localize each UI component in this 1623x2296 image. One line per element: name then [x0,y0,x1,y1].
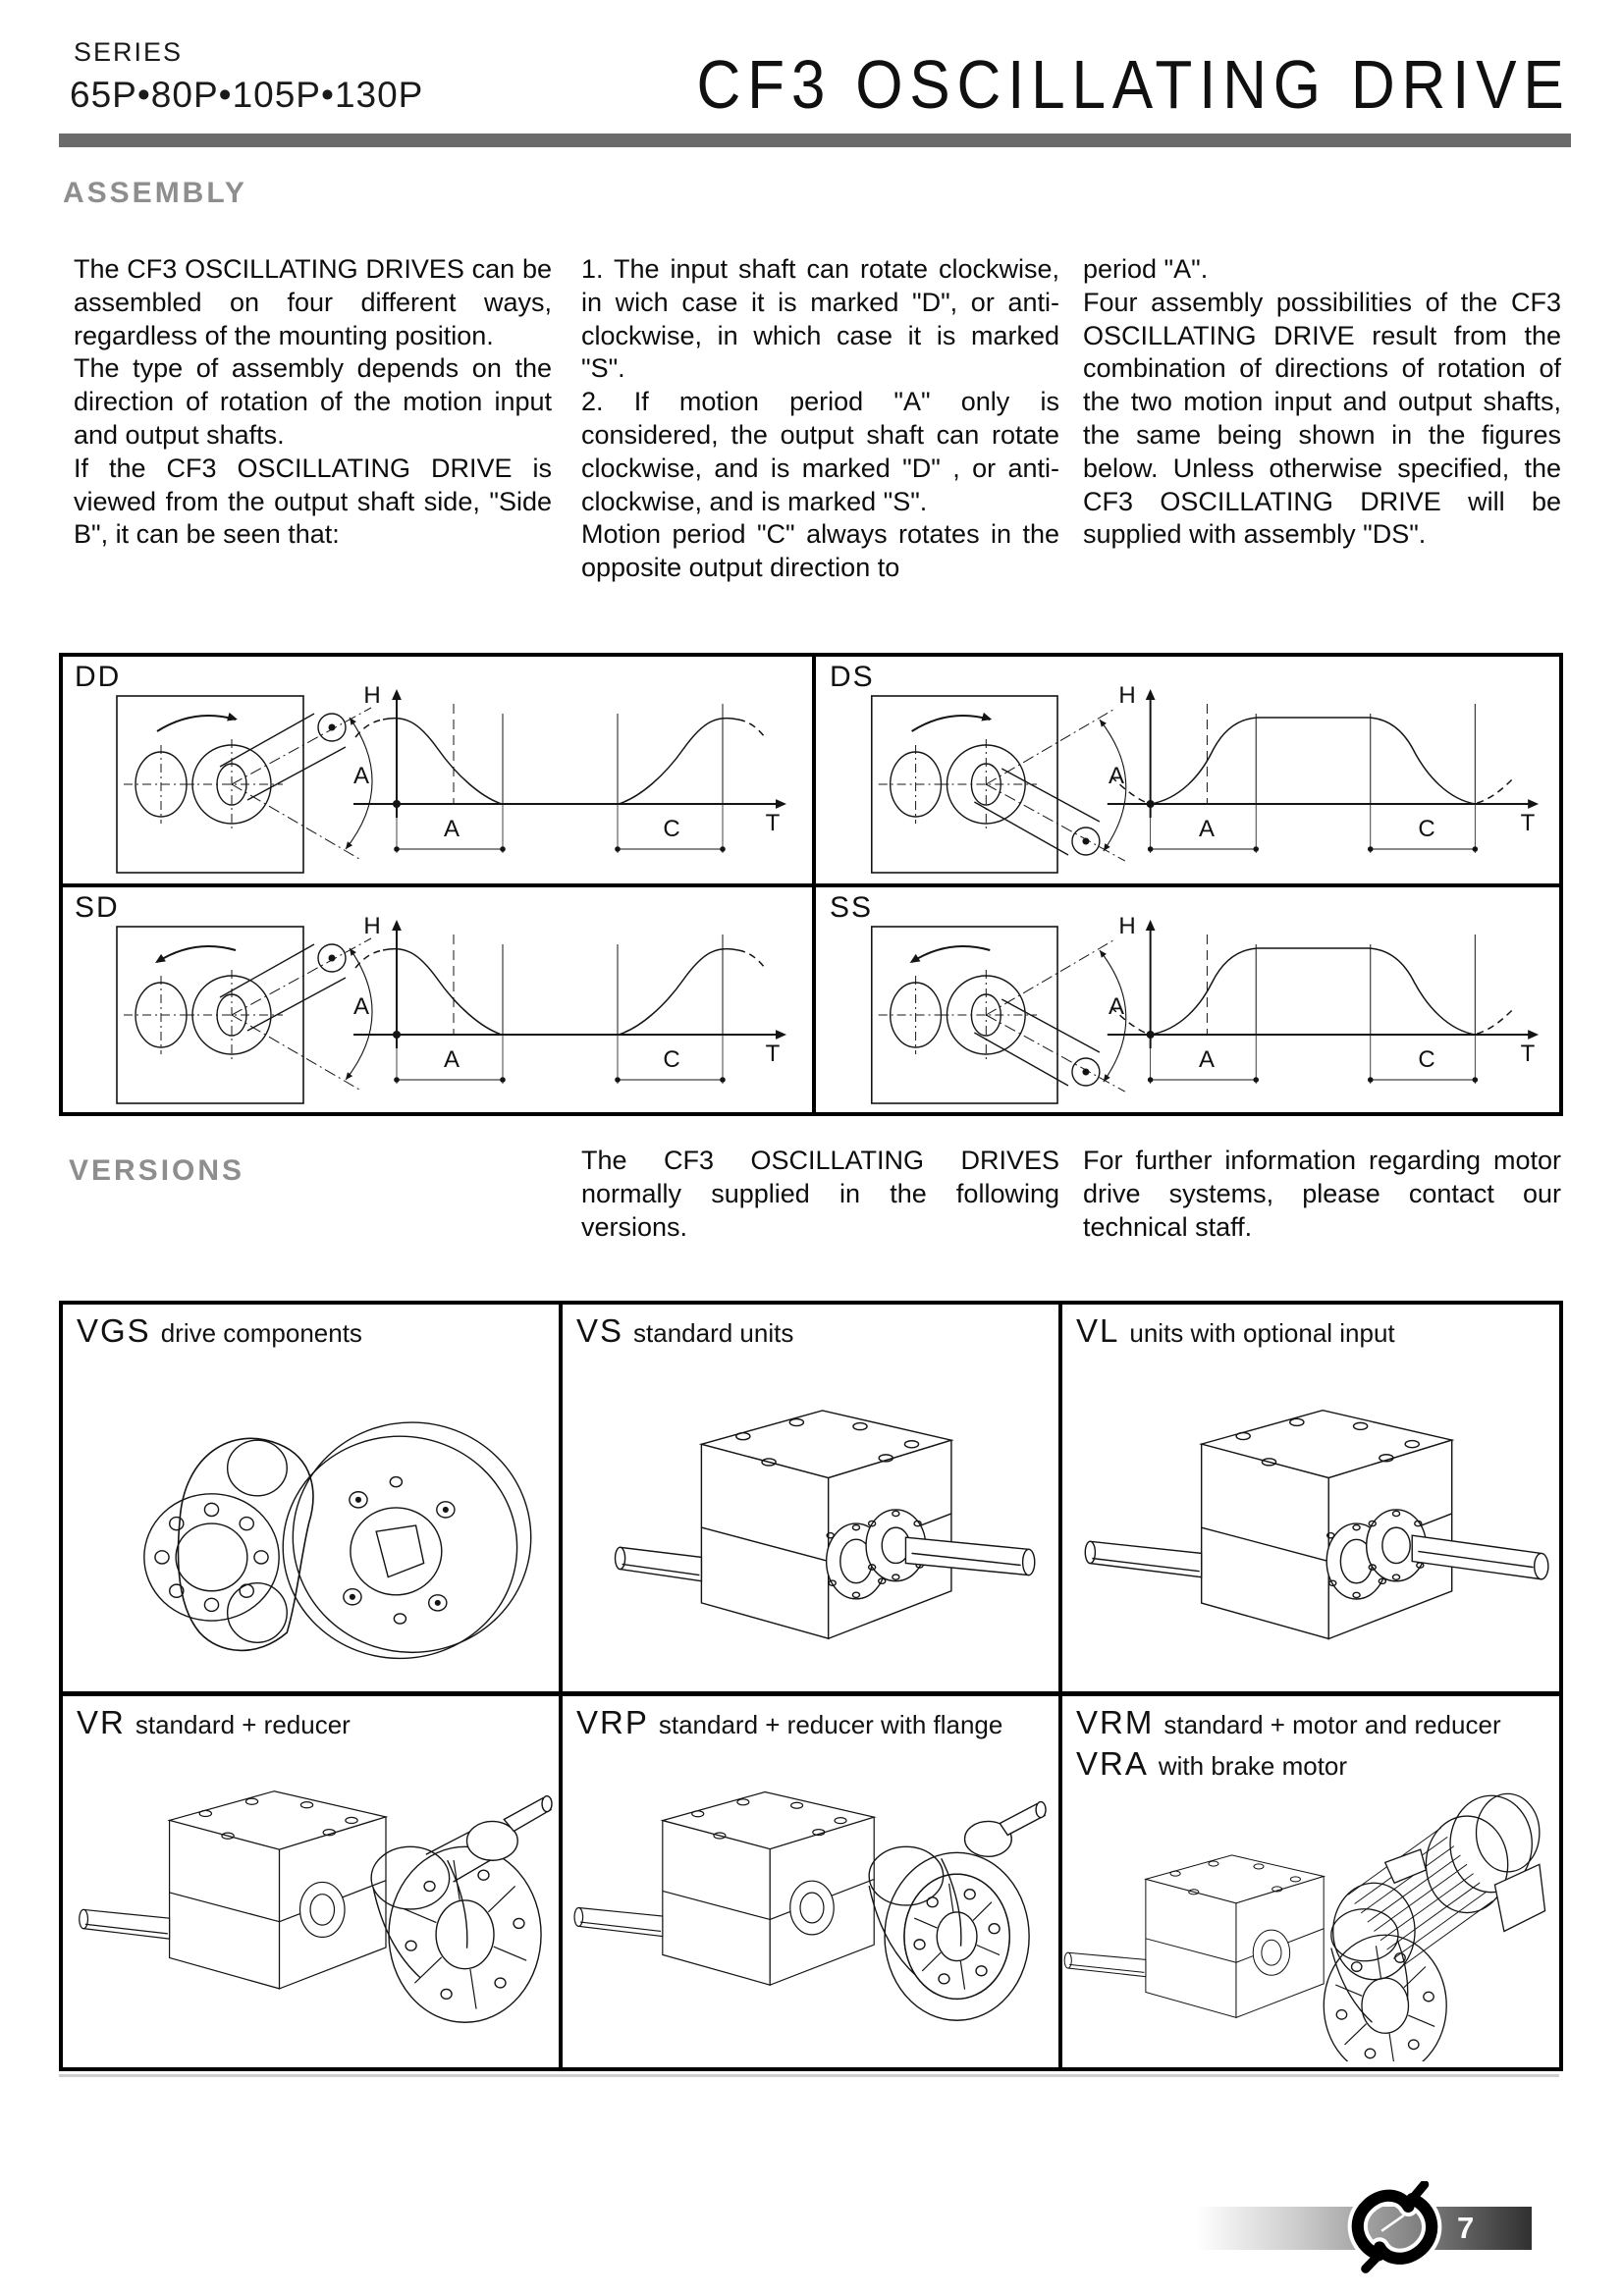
version-art-vr [63,1739,559,2061]
span-c-label: C [663,816,680,842]
assembly-paragraph: 1. The input shaft can rotate clockwise, in wich case it is marked "D", or anti-clockwise, in which case it is marked "S". [581,254,1059,384]
assembly-column-1 [74,253,552,552]
version-art-vrp [563,1739,1058,2061]
version-art-vrm [1062,1783,1559,2061]
diagram-label: SS [830,891,874,924]
oscillation-diagram-sd [63,887,807,1112]
axis-h-label: T [1520,1041,1536,1067]
page-title: CF3 OSCILLATING DRIVE [696,46,1571,123]
diagram-label: DS [830,661,875,693]
diagram-cell-dd [63,657,807,881]
version-desc: standard + motor and reducer [1163,1710,1501,1739]
axis-v-label: H [363,682,381,709]
assembly-heading: ASSEMBLY [63,177,247,209]
assembly-paragraph: The CF3 OSCILLATING DRIVES can be assembled on four different ways, regardless of the mounting position. [74,254,552,350]
version-code: VRP [576,1704,649,1740]
span-a-label: A [443,816,460,842]
axis-v-label: H [1118,682,1136,709]
version-cell-vrm [1062,1696,1559,2067]
diagram-label: SD [75,891,120,924]
figure-shadow-line [59,2074,1559,2077]
span-c-label: C [1418,1046,1435,1073]
versions-contact-text: For further information regarding motor drive systems, please contact our technical staff. [1083,1146,1561,1242]
version-cell-vgs [63,1305,559,1691]
span-a-label: A [1198,1046,1215,1073]
oscillation-diagram-ds [818,657,1559,881]
version-code: VS [576,1312,624,1349]
version-art-vgs [63,1348,559,1685]
page-number: 7 [1457,2211,1475,2245]
span-c-label: C [663,1046,680,1073]
version-desc: drive components [160,1318,362,1348]
swing-angle-label: A [353,993,370,1020]
version-desc: with brake motor [1158,1751,1348,1781]
version-art-vl [1062,1348,1559,1685]
axis-v-label: H [1118,913,1136,939]
version-code: VL [1076,1312,1120,1349]
version-code: VRA [1076,1745,1149,1782]
versions-heading: VERSIONS [69,1154,245,1187]
axis-h-label: T [765,810,781,836]
diagram-cell-sd [63,887,807,1112]
versions-intro-text: The CF3 OSCILLATING DRIVES normally supplied in the following versions. [581,1146,1059,1242]
diagram-label: DD [75,661,122,693]
oscillation-diagram-ss [818,887,1559,1112]
oscillation-diagram-dd [63,657,807,881]
version-desc: standard + reducer with flange [658,1710,1003,1739]
assembly-column-3 [1083,253,1561,552]
assembly-paragraph: Motion period "C" always rotates in the opposite output direction to [581,519,1059,583]
assembly-paragraph: Four assembly possibilities of the CF3 OSCILLATING DRIVE result from the combination of directions of rotation of the two motion input and output shafts, the same being shown in the figures below. Unless otherwise specified, the CF3 OSCILLATING DRIVE will be supplied with assembly "DS". [1083,287,1561,550]
versions-figure [59,1301,1563,2071]
assembly-paragraph: period "A". [1083,254,1209,284]
version-cell-vs [563,1305,1058,1691]
swing-angle-label: A [353,763,370,789]
assembly-paragraph: If the CF3 OSCILLATING DRIVE is viewed from the output shaft side, "Side B", it can be seen that: [74,453,552,550]
version-desc: standard + reducer [135,1710,351,1739]
version-code: VR [77,1704,126,1740]
version-code: VRM [1076,1704,1155,1740]
version-desc: standard units [633,1318,794,1348]
assembly-column-2 [581,253,1059,585]
assembly-paragraph: The type of assembly depends on the direction of rotation of the motion input and output shafts. [74,353,552,450]
series-label: SERIES [74,37,184,67]
assembly-diagram-figure [59,653,1563,1116]
swing-angle-label: A [1109,763,1125,789]
version-cell-vr [63,1696,559,2067]
version-cell-vrp [563,1696,1058,2067]
axis-v-label: H [363,913,381,939]
header-rule [59,133,1571,147]
swing-angle-label: A [1109,993,1125,1020]
series-models: 65P•80P•105P•130P [70,75,424,115]
span-c-label: C [1418,816,1435,842]
version-art-vs [563,1348,1058,1685]
version-cell-vl [1062,1305,1559,1691]
axis-h-label: T [1520,810,1536,836]
versions-intro [581,1145,1059,1244]
version-code: VGS [77,1312,151,1349]
assembly-paragraph: 2. If motion period "A" only is considered, the output shaft can rotate clockwise, and is marked "D" , or anti-clockwise, and is marked "S". [581,387,1059,516]
span-a-label: A [443,1046,460,1073]
span-a-label: A [1198,816,1215,842]
diagram-cell-ds [818,657,1559,881]
axis-h-label: T [765,1041,781,1067]
company-logo-icon [1341,2181,1451,2273]
versions-contact [1083,1145,1561,1244]
version-desc: units with optional input [1129,1318,1395,1348]
diagram-cell-ss [818,887,1559,1112]
